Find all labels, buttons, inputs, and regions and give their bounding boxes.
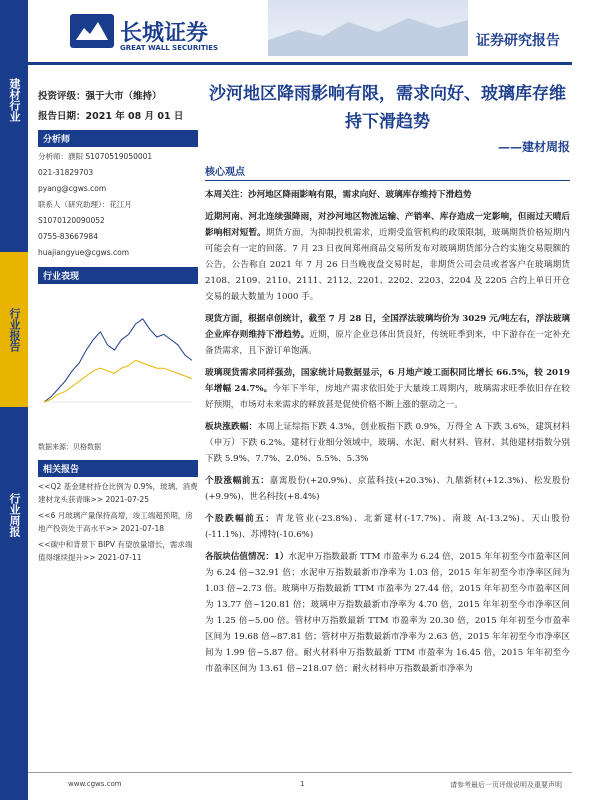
great-wall-logo-icon	[70, 14, 114, 48]
left-sidebar	[38, 80, 198, 564]
analyst-section-title: 分析师	[38, 130, 198, 147]
core-views-title: 核心观点	[205, 163, 570, 181]
report-category-label: 行业报告	[8, 308, 21, 352]
industry-performance-title: 行业表现	[38, 267, 198, 284]
page-footer	[28, 775, 572, 795]
related-reports-list	[38, 480, 198, 564]
logo-name-cn: 长城证券	[120, 20, 209, 46]
page-number: 1	[300, 780, 305, 788]
main-content	[205, 80, 570, 677]
industry-performance-chart	[38, 290, 198, 440]
top-gainers-body: 嘉寓股份(+20.9%)、京蓝科技(+20.3%)、九鼎新材(+12.3%)、松发股份(+9.9%)、世名科技(+8.4%)	[205, 476, 570, 502]
report-date: 报告日期：2021 年 08 月 01 日	[38, 111, 184, 122]
report-type-title: 证券研究报告	[476, 33, 560, 49]
related-reports-title: 相关报告	[38, 460, 198, 477]
demand-body: 今年下半年，房地产需求依旧处于大量竣工周期内，玻璃需求旺季依旧存在较好预期，市场对未来需求的释放甚是促使价格不断上涨的驱动之一。	[205, 384, 570, 410]
contact-name: 联系人（研究助理）：花江月	[38, 200, 132, 209]
report-kind-label: 行业周报	[8, 493, 21, 537]
related-report-item[interactable]: <<Q2 基金建材持仓比例为 0.9%，玻璃、消费建材龙头获青睐>> 2021-07-25	[38, 482, 198, 504]
left-color-bar	[0, 0, 28, 800]
sector-change-paragraph	[205, 419, 570, 467]
top-losers-body: 青龙管业(-23.8%)、北新建材(-17.7%)、南玻 A(-13.2%)、天山股份(-11.1%)、苏博特(-10.6%)	[205, 514, 570, 540]
related-report-item[interactable]: <<碳中和背景下 BIPV 有望放量增长，需求端值得继续提升>> 2021-07-11	[38, 540, 193, 562]
footer-divider	[28, 772, 572, 773]
footer-url[interactable]: www.cgws.com	[68, 780, 122, 788]
analyst-line: 分析师：濮阳 S1070519050001	[38, 152, 153, 161]
spot-lead: 现货方面，根据卓创统计，截至 7 月 28 日，全国浮法玻璃均价为 3029 元/吨左右，浮法玻璃企业库存则维持下滑趋势。	[205, 314, 570, 340]
sector-change-lead: 板块涨跌幅：	[205, 422, 258, 432]
header-divider	[28, 62, 572, 65]
spot-body: 近期，原片企业总体出货良好，传统旺季到来，中下游存在一定补充备货需求，且下游订单饱满。	[205, 330, 570, 356]
rainfall-paragraph	[205, 209, 570, 305]
valuation-body: 水泥申万指数最新 TTM 市盈率为 6.24 倍，2015 年年初至今市盈率区间为 6.24 倍~32.91 倍；水泥申万指数最新市净率为 1.03 倍，2015 年年初至今市净率区间为 1.03 倍~2.73 倍。玻璃申万指数最新 TTM 市盈率为 27.44 倍，2015 年年初至今市盈率区间为 13.77 倍~120.81 倍；玻璃申万指数最新市净率为 4.70 倍，2015 年年初至今市净率区间为 1.25 倍~5.00 倍。管材申万指数最新 TTM 市盈率为 20.30 倍，2015 年年初至今市盈率区间为 19.68 倍~87.81 倍；管材申万指数最新市净率为 2.63 倍，2015 年年初至今市净率区间为 1.99 倍~5.87 倍。耐火材料申万指数最新 TTM 市盈率为 16.45 倍，2015 年年初至今市盈率区间为 13.61 倍~218.07 倍；耐火材料申万指数最新市净率为	[205, 552, 571, 674]
analyst-phone: 021-31829703	[38, 168, 94, 177]
spot-paragraph	[205, 311, 570, 359]
top-gainers-lead: 个股涨幅前五：	[205, 476, 270, 486]
related-report-item[interactable]: <<6 月玻璃产量保持高增，竣工端超预期，房地产投资处于高水平>> 2021-07-18	[38, 511, 193, 533]
company-logo	[70, 14, 219, 52]
contact-phone: 0755-83667984	[38, 232, 98, 241]
contact-email[interactable]: huajiangyue@cgws.com	[38, 248, 130, 257]
rainfall-body: 期货方面，为抑制投机需求，近期受监管机构的政策限制，玻璃期货价格短期内可能会有一定的回落。7 月 23 日夜间郑州商品交易所发布对玻璃期货部分合约实施交易限额的公告，公告称自 2021 年 7 月 26 日当晚夜盘交易时起，非期货公司会员或者客户在玻璃期货 2108、2109、2110、2111、2112、2201、2202、2203、2204 及 2205 合约上单日开仓交易的最大数量为 1000 手。	[205, 228, 570, 302]
series-line-1	[44, 360, 192, 402]
demand-paragraph	[205, 365, 570, 413]
rainfall-lead: 近期河南、河北连续强降雨，对沙河地区物流运输、产销率、库存造成一定影响，但雨过天晴后影响相对短暂。	[205, 212, 570, 238]
sector-change-body: 本周上证综指下跌 4.3%，创业板指下跌 0.9%，万得全 A 下跌 3.6%，建筑材料（申万）下跌 6.2%。建材行业细分领域中，玻璃、水泥、耐火材料、管材、其他建材指数分别下跌 5.9%、7.7%、2.0%、5.5%、5.3%	[205, 422, 570, 464]
investment-rating: 投资评级：强于大市（维持）	[38, 91, 162, 102]
report-title: 沙河地区降雨影响有限，需求向好、玻璃库存维持下滑趋势	[209, 84, 566, 132]
valuation-paragraph	[205, 549, 570, 677]
series-line-0	[44, 319, 192, 402]
chart-source: 数据来源：贝格数据	[38, 443, 101, 451]
demand-lead: 玻璃现货需求同样强劲，国家统计局数据显示，6 月地产竣工面积同比增长 66.5%，较 2019 年增幅 24.7%。	[205, 368, 570, 394]
top-losers-lead: 个股跌幅前五：	[205, 514, 276, 524]
footer-disclaimer: 请参考最后一页评级说明及重要声明	[450, 781, 562, 789]
report-subtitle: ——建材周报	[497, 140, 570, 154]
industry-label: 建材行业	[8, 78, 21, 122]
top-losers-paragraph	[205, 511, 570, 543]
top-gainers-paragraph	[205, 473, 570, 505]
logo-name-en: GREAT WALL SECURITIES	[120, 44, 219, 52]
focus-paragraph: 本周关注：沙河地区降雨影响有限，需求向好、玻璃库存维持下滑趋势	[205, 190, 472, 200]
valuation-lead: 各版块估值情况：1）	[205, 552, 289, 562]
contact-id: S1070120090052	[38, 216, 105, 225]
great-wall-banner-image	[268, 0, 468, 56]
analyst-email[interactable]: pyang@cgws.com	[38, 184, 107, 193]
